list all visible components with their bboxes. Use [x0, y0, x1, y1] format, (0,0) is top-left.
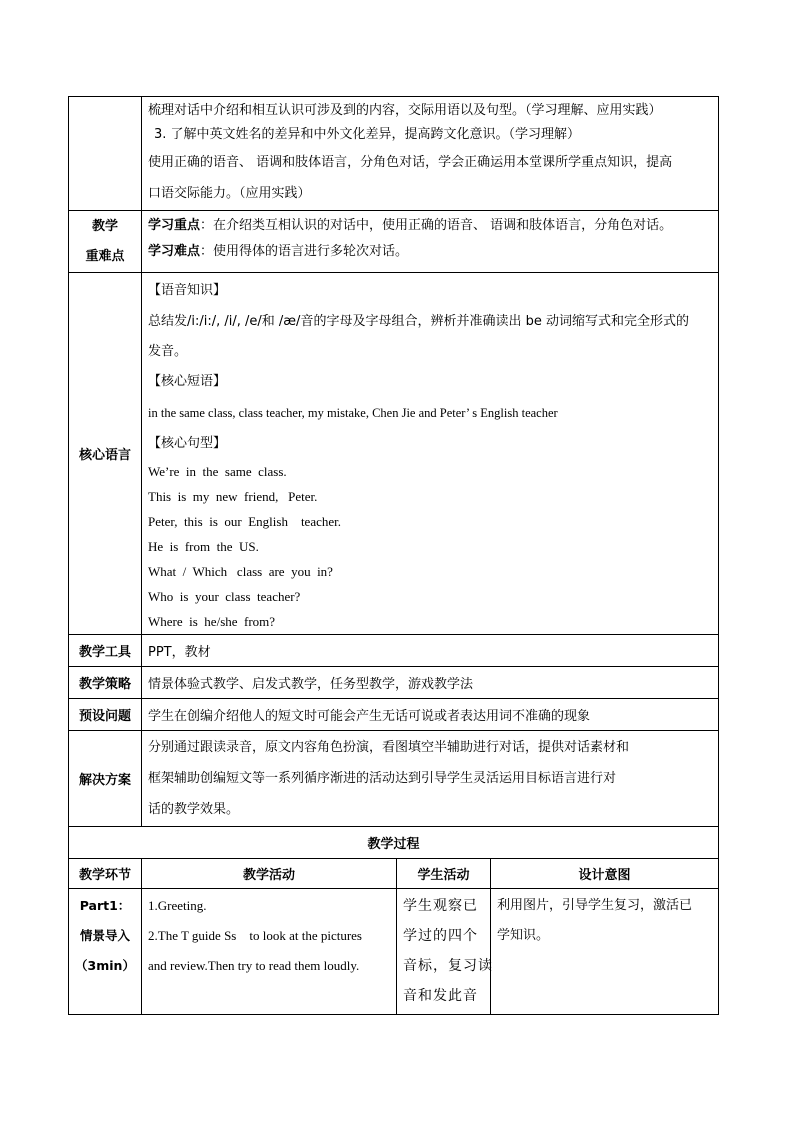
part1-student-activity — [397, 889, 491, 1015]
process-title-row — [69, 827, 719, 859]
lesson-plan-table — [68, 96, 719, 1015]
part1-teacher-activity — [142, 889, 397, 1015]
difficulty-label: 学习难点 — [148, 244, 201, 259]
sentence-line: We’re in the same class. — [148, 464, 287, 479]
key-points-cell — [142, 211, 719, 273]
objective-line: 梳理对话中介绍和相互认识可涉及到的内容，交际用语以及句型。（学习理解、应用实践） — [148, 103, 662, 118]
anticipated-value: 学生在创编介绍他人的短文时可能会产生无话可说或者表达用词不准确的现象 — [142, 699, 719, 731]
header-design-intent: 设计意图 — [491, 859, 719, 889]
solution-line: 框架辅助创编短文等一系列循序渐进的活动达到引导学生灵活运用目标语言进行对 — [148, 771, 617, 786]
focus-line — [148, 213, 712, 239]
student-activity-line: 学生观察已 — [403, 898, 478, 914]
part1-stage — [69, 889, 142, 1015]
teacher-activity-line: 2.The T guide Ss to look at the pictures — [148, 928, 362, 943]
core-language-cell — [142, 273, 719, 635]
design-intent-line: 学知识。 — [497, 928, 550, 943]
objectives-row — [69, 97, 719, 211]
phonics-text-cont: 发音。 — [148, 344, 188, 359]
phrases-text: in the same class, class teacher, my mistake, Chen Jie and Peter’ s English teacher — [148, 406, 558, 420]
anticipated-row — [69, 699, 719, 731]
anticipated-label: 预设问题 — [69, 699, 142, 731]
sentence-line: This is my new friend, Peter. — [148, 489, 318, 504]
objectives-label-cell — [69, 97, 142, 211]
phonics-text: 总结发/i:/i:/, /i/, /e/和 /æ/音的字母及字母组合，辨析并准确读出 be 动词缩写式和完全形式的 — [148, 314, 689, 329]
teacher-activity-line: and review.Then try to read them loudly. — [148, 958, 360, 973]
strategy-value: 情景体验式教学、启发式教学，任务型教学，游戏教学法 — [142, 667, 719, 699]
header-teacher-activity: 教学活动 — [142, 859, 397, 889]
objective-line: 口语交际能力。（应用实践） — [148, 186, 311, 201]
solution-cell — [142, 731, 719, 827]
difficulty-line — [148, 239, 712, 265]
solution-row — [69, 731, 719, 827]
sentence-line: What / Which class are you in? — [148, 564, 333, 579]
student-activity-line: 音标，复习读 — [403, 958, 493, 974]
sentence-line: Who is your class teacher? — [148, 589, 301, 604]
tools-label: 教学工具 — [69, 635, 142, 667]
phrases-heading: 【核心短语】 — [148, 374, 227, 389]
teacher-activity-line: 1.Greeting. — [148, 898, 207, 913]
difficulty-text: ：使用得体的语言进行多轮次对话。 — [200, 244, 409, 259]
student-activity-line: 学过的四个 — [403, 928, 478, 944]
student-activity-line: 音和发此音 — [403, 988, 478, 1004]
focus-text: ：在介绍类互相认识的对话中，使用正确的语音、 语调和肢体语言，分角色对话。 — [200, 218, 673, 233]
part1-stage-number: Part1： — [79, 898, 131, 913]
process-title: 教学过程 — [69, 827, 719, 859]
sentences-heading: 【核心句型】 — [148, 436, 227, 451]
sentence-line: He is from the US. — [148, 539, 259, 554]
tools-value: PPT，教材 — [142, 635, 719, 667]
design-intent-line: 利用图片，引导学生复习，激活已 — [497, 898, 693, 913]
core-language-row — [69, 273, 719, 635]
key-points-row — [69, 211, 719, 273]
process-header-row — [69, 859, 719, 889]
strategy-row — [69, 667, 719, 699]
key-points-label: 教学 重难点 — [69, 211, 142, 273]
solution-line: 话的教学效果。 — [148, 802, 240, 817]
part1-stage-time: （3min） — [75, 958, 135, 973]
tools-row — [69, 635, 719, 667]
objective-line: 3. 了解中英文姓名的差异和中外文化差异，提高跨文化意识。（学习理解） — [154, 127, 581, 142]
core-language-label: 核心语言 — [69, 273, 142, 635]
focus-label: 学习重点 — [148, 218, 201, 233]
part1-row — [69, 889, 719, 1015]
part1-design-intent — [491, 889, 719, 1015]
objectives-cell — [142, 97, 719, 211]
header-student-activity: 学生活动 — [397, 859, 491, 889]
strategy-label: 教学策略 — [69, 667, 142, 699]
solution-line: 分别通过跟读录音，原文内容角色扮演，看图填空半辅助进行对话，提供对话素材和 — [148, 740, 630, 755]
header-stage: 教学环节 — [69, 859, 142, 889]
objective-line: 使用正确的语音、 语调和肢体语言，分角色对话，学会正确运用本堂课所学重点知识，提高 — [148, 155, 673, 170]
sentence-line: Where is he/she from? — [148, 614, 276, 629]
sentence-line: Peter, this is our English teacher. — [148, 514, 342, 529]
part1-stage-name: 情景导入 — [79, 928, 130, 943]
phonics-heading: 【语音知识】 — [148, 283, 227, 298]
solution-label: 解决方案 — [69, 731, 142, 827]
